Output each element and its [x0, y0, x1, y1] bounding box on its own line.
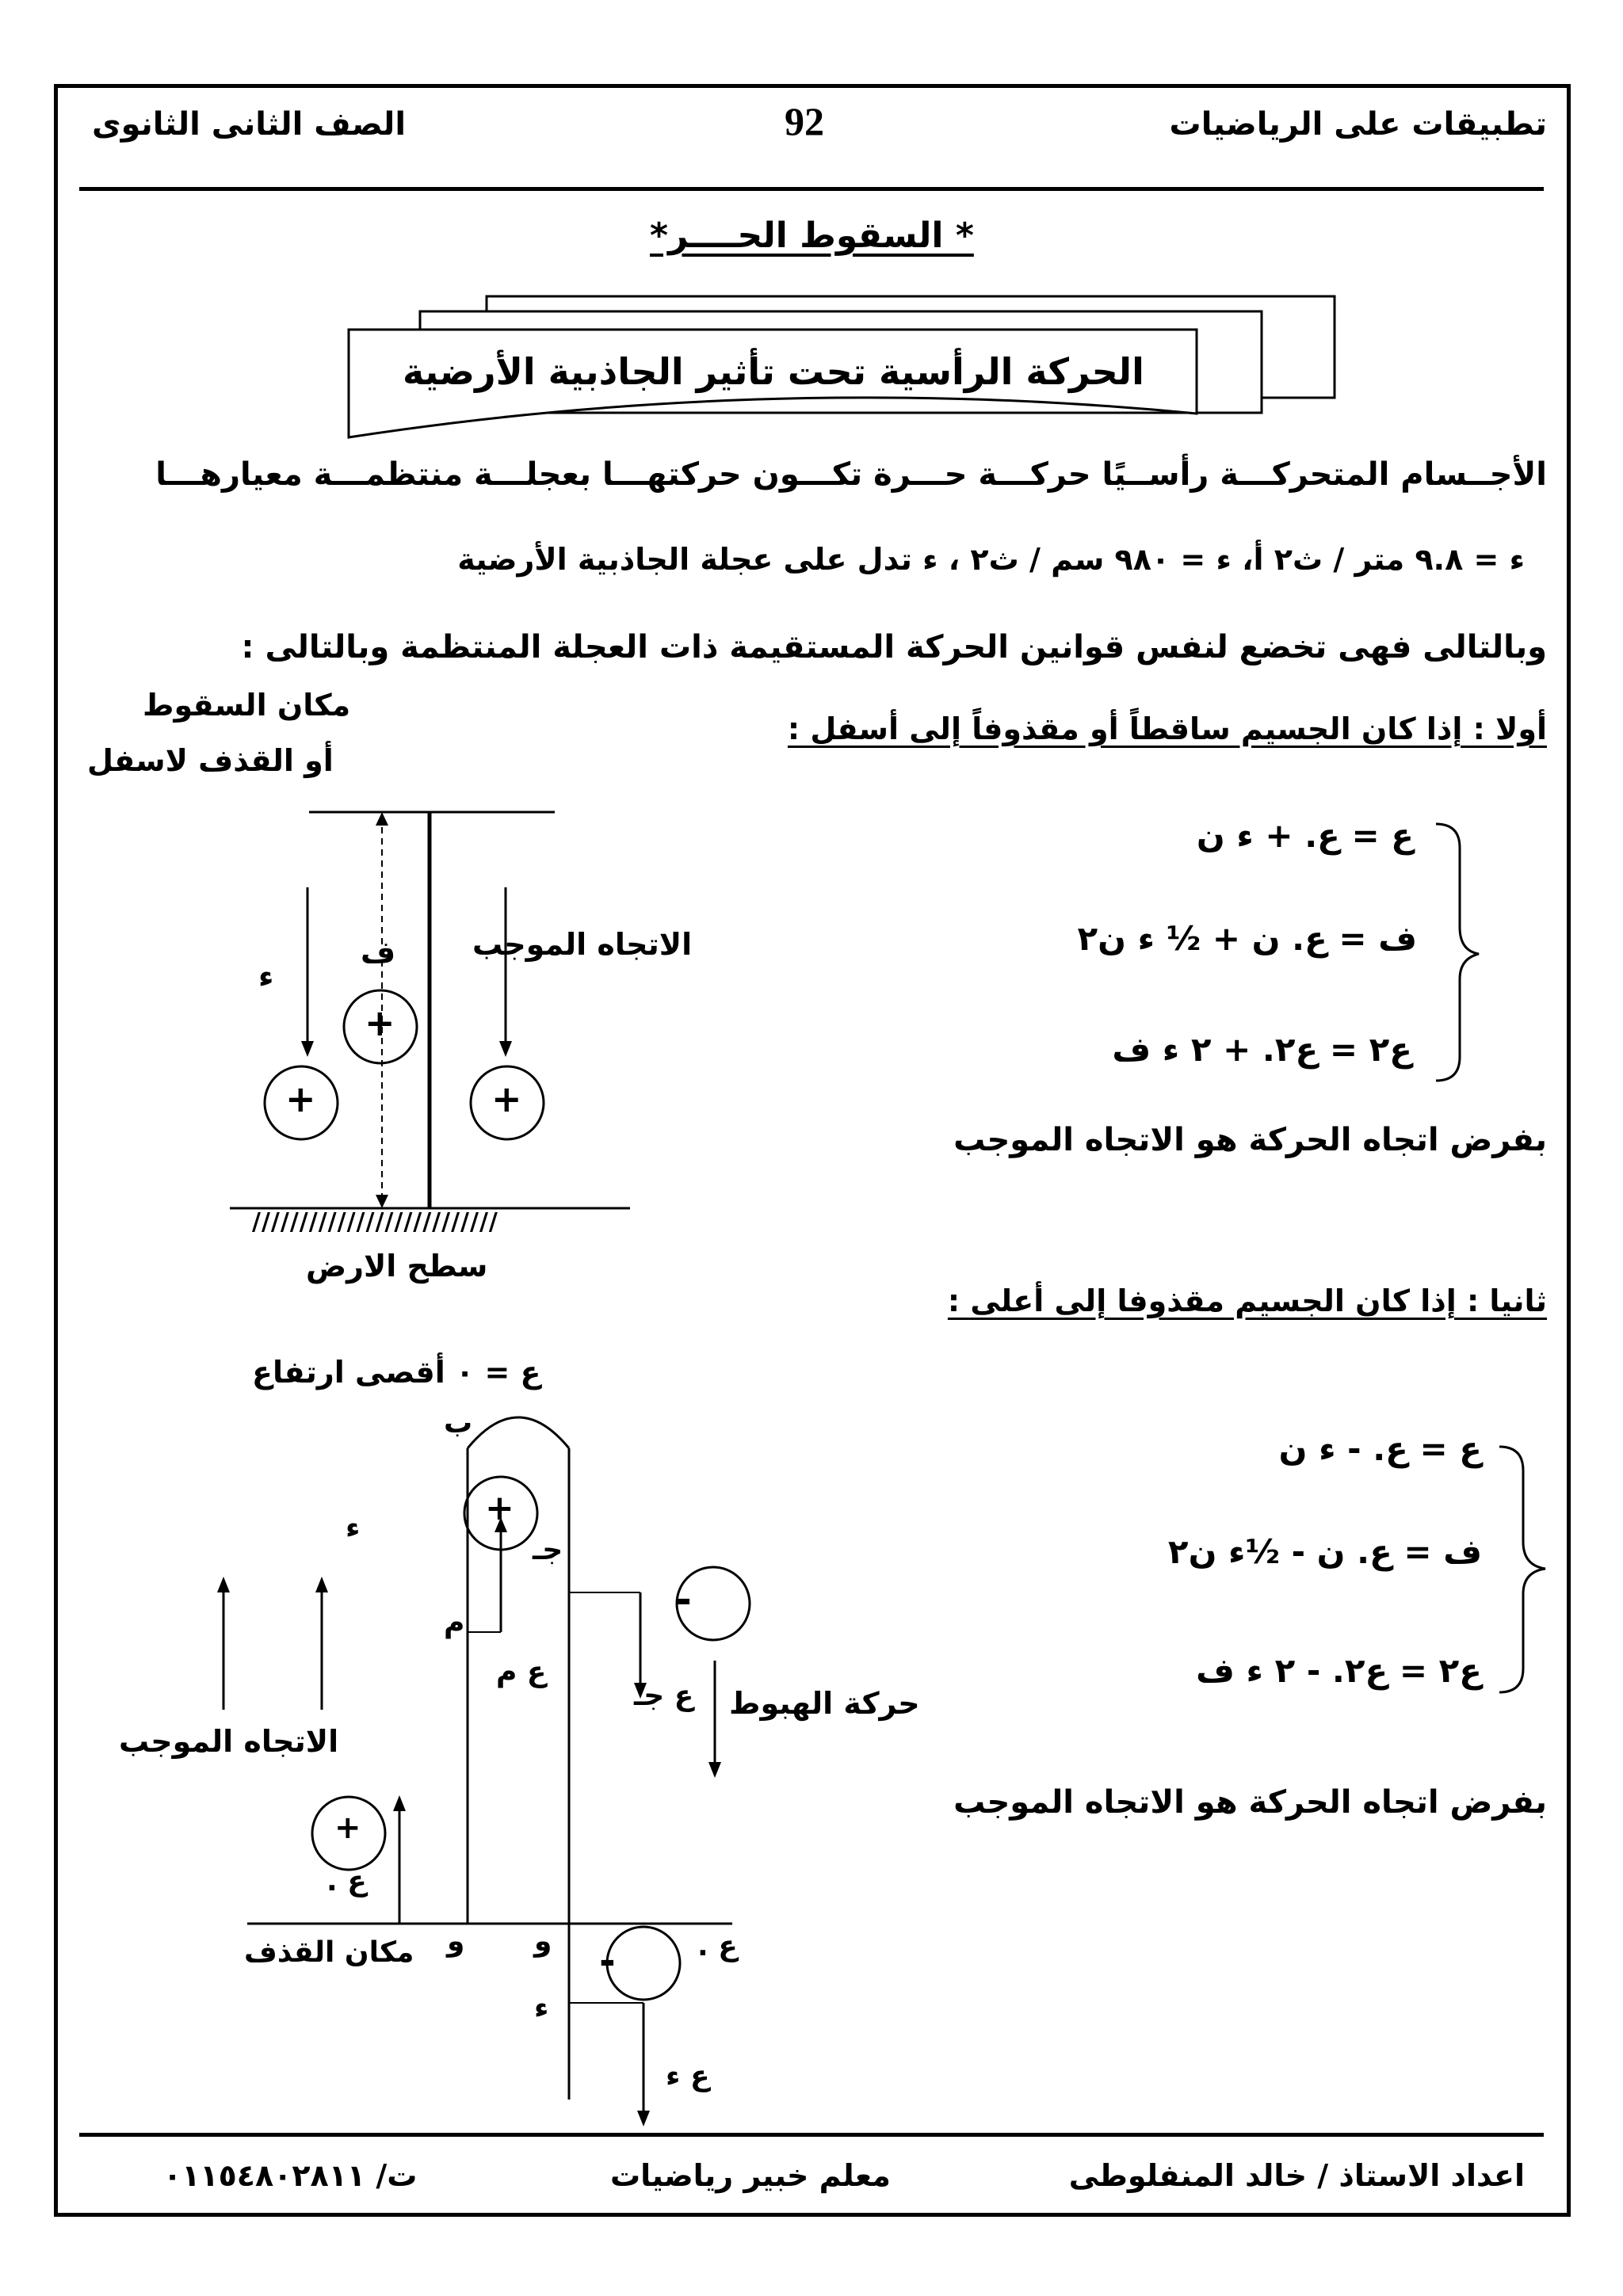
point-w-1: و — [447, 1925, 465, 1958]
falling-particle: - — [675, 1577, 692, 1623]
intro-line-2: ء = ٩.٨ متر / ث٢ أ، ء = ٩٨٠ سم / ث٢ ، ء تدل على عجلة الجاذبية الأرضية — [457, 542, 1525, 577]
max-height-label: ع = ٠ أقصى ارتفاع — [252, 1355, 541, 1390]
case1-note: بفرض اتجاه الحركة هو الاتجاه الموجب — [953, 1122, 1547, 1158]
case2-note: بفرض اتجاه الحركة هو الاتجاه الموجب — [953, 1784, 1547, 1821]
author-label: اعداد الاستاذ / خالد المنفلوطى — [1068, 2158, 1525, 2193]
velocity-j: ع جـ — [634, 1680, 694, 1712]
case1-eq3: ع٢ = ع٢. + ٢ ء ف — [1112, 1030, 1412, 1069]
case2-heading: ثانيا : إذا كان الجسيم مقذوفا إلى أعلى : — [947, 1283, 1547, 1318]
initial-velocity-left: ع . — [327, 1865, 367, 1897]
case1-eq2: ف = ع. ن + ½ ء ن٢ — [1077, 919, 1417, 958]
g-label-2: ء — [346, 1512, 361, 1544]
fall-place-label-1: مكان السقوط — [143, 688, 351, 723]
page-number: 92 — [785, 99, 824, 143]
case2-eq2: ف = ع. ن - ½ء ن٢ — [1167, 1532, 1482, 1571]
ground-label: سطح الارض — [306, 1249, 488, 1283]
launch-place-label: مكان القذف — [244, 1936, 414, 1969]
descent-label: حركة الهبوط — [729, 1686, 920, 1721]
launch-particle: + — [334, 1810, 361, 1846]
return-particle: - — [599, 1938, 616, 1984]
case1-heading: أولا : إذا كان الجسيم ساقطاً أو مقذوفاً إلى أسفل : — [787, 711, 1547, 746]
particle-1: + — [285, 1077, 316, 1120]
distance-label: ف — [361, 935, 396, 970]
banner-title: الحركة الرأسية تحت تأثير الجاذبية الأرضية — [403, 350, 1144, 393]
case2-eq3: ع٢ = ع٢. - ٢ ء ف — [1196, 1651, 1482, 1690]
g-arrow-label: ء — [258, 959, 274, 994]
rising-particle: + — [485, 1488, 514, 1528]
particle-3: + — [491, 1077, 522, 1120]
case1-eq1: ع = ع. + ء ن — [1196, 816, 1414, 855]
author-role: معلم خبير رياضيات — [610, 2158, 891, 2193]
positive-direction-label-2: الاتجاه الموجب — [119, 1724, 339, 1759]
initial-velocity-right: ع . — [697, 1930, 738, 1962]
point-d: ء — [534, 1992, 549, 2024]
intro-line-1: الأجــسام المتحركـــة رأســيًا حركـــة حـــرة تكـــون حركتهـــا بعجلـــة منتظمـــة معيارهـــا — [155, 456, 1547, 493]
phone-number: ت/ ٠١١٥٤٨٠٢٨١١ — [163, 2158, 418, 2193]
ground-hatch: ////////////////////////// — [252, 1208, 498, 1236]
footer-rule — [79, 2133, 1544, 2137]
fall-place-label-2: أو القذف لاسفل — [87, 743, 334, 778]
section-title: * السقوط الحــــر* — [650, 215, 974, 256]
book-title: تطبيقات على الرياضيات — [1169, 106, 1547, 143]
case2-eq1: ع = ع. - ء ن — [1278, 1429, 1482, 1468]
intro-line-3: وبالتالى فهى تخضع لنفس قوانين الحركة المستقيمة ذات العجلة المنتظمة وبالتالى : — [241, 629, 1547, 666]
point-j: جـ — [533, 1534, 563, 1566]
grade-label: الصف الثانى الثانوى — [92, 106, 407, 143]
velocity-d: ع ء — [666, 2060, 710, 2092]
point-w-2: و — [534, 1925, 552, 1958]
point-b: ب — [444, 1407, 473, 1440]
point-a: م — [444, 1607, 465, 1639]
particle-2: + — [365, 1001, 395, 1044]
velocity-a: ع م — [496, 1656, 547, 1688]
positive-direction-label: الاتجاه الموجب — [472, 927, 693, 962]
